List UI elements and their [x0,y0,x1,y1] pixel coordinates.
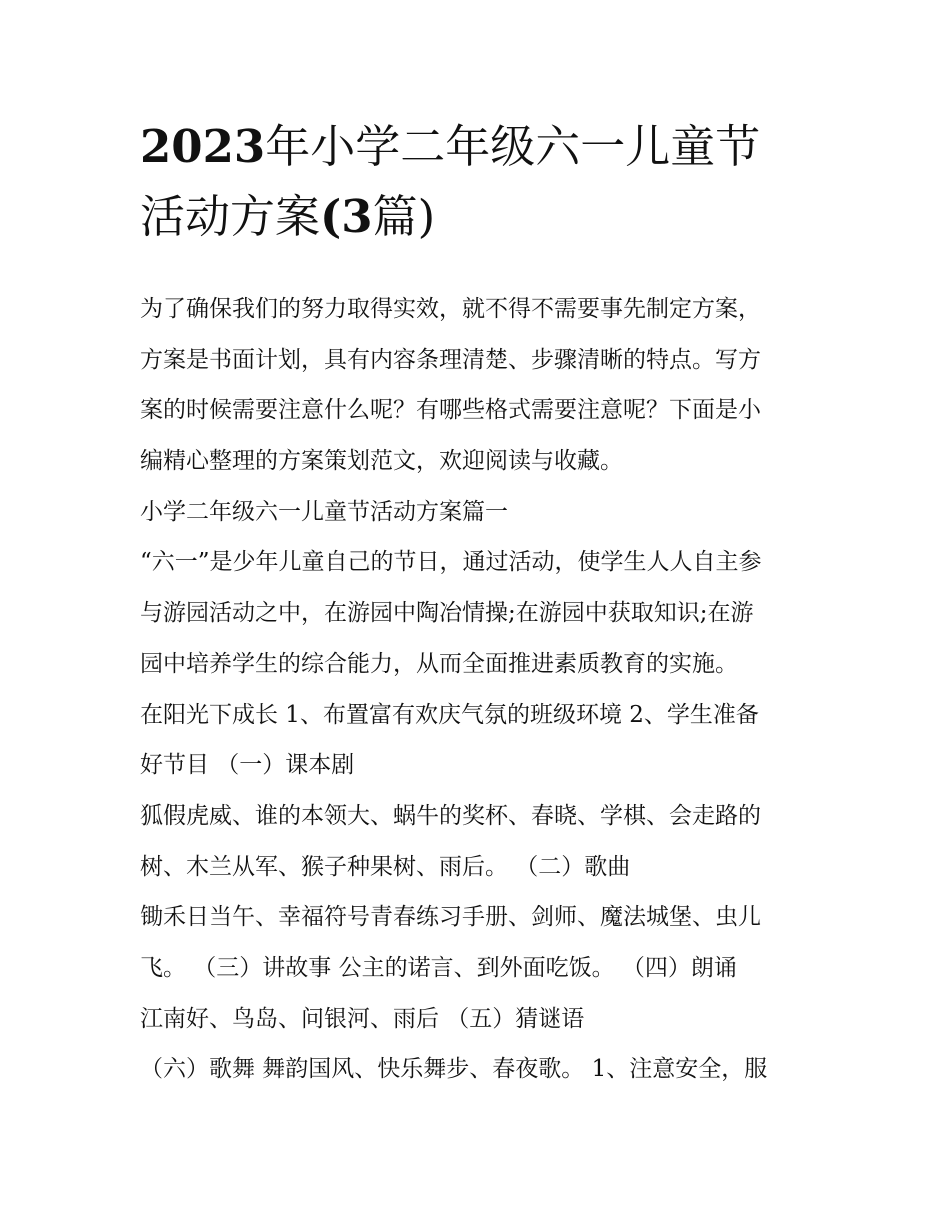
document-title [140,112,820,252]
body-line: 为了确保我们的努力取得实效，就不得不需要事先制定方案， [140,296,761,322]
document-body [140,284,820,1095]
title-line-2: 活动方案(3篇) [140,190,436,243]
body-line: 狐假虎威、谁的本领大、蜗牛的奖杯、春晓、学棋、会走路的 [140,802,761,829]
title-count: (3 [320,190,373,243]
body-line: 案的时候需要注意什么呢？有哪些格式需要注意呢？下面是小 [140,397,761,424]
body-line: 树、木兰从军、猴子种果树、雨后。 （二）歌曲 [140,853,631,880]
body-line: 飞。 （三）讲故事 公主的诺言、到外面吃饭。 （四）朗诵 [140,954,737,981]
document-page [140,112,820,1083]
body-line: 编精心整理的方案策划范文，欢迎阅读与收藏。 [140,448,623,475]
body-line: 园中培养学生的综合能力，从而全面推进素质教育的实施。 [140,650,738,677]
body-line: “六一”是少年儿童自己的节日，通过活动，使学生人人自主参 [140,549,762,576]
body-line: 在阳光下成长 1、布置富有欢庆气氛的班级环境 2、学生准备 [140,701,759,728]
body-line: （六）歌舞 舞韵国风、快乐舞步、春夜歌。 1、注意安全，服 [140,1056,768,1083]
body-line: 江南好、鸟岛、问银河、雨后 （五）猜谜语 [140,1005,585,1032]
body-line: 锄禾日当午、幸福符号青春练习手册、剑师、魔法城堡、虫儿 [140,904,761,931]
body-line: 好节目 （一）课本剧 [140,752,355,779]
title-line-1: 2023年小学二年级六一儿童节 [140,120,761,173]
body-line: 与游园活动之中，在游园中陶冶情操;在游园中获取知识;在游 [140,600,754,627]
body-line: 方案是书面计划，具有内容条理清楚、步骤清晰的特点。写方 [140,346,761,373]
section-heading: 小学二年级六一儿童节活动方案篇一 [140,498,508,525]
title-year: 2023 [140,120,266,173]
